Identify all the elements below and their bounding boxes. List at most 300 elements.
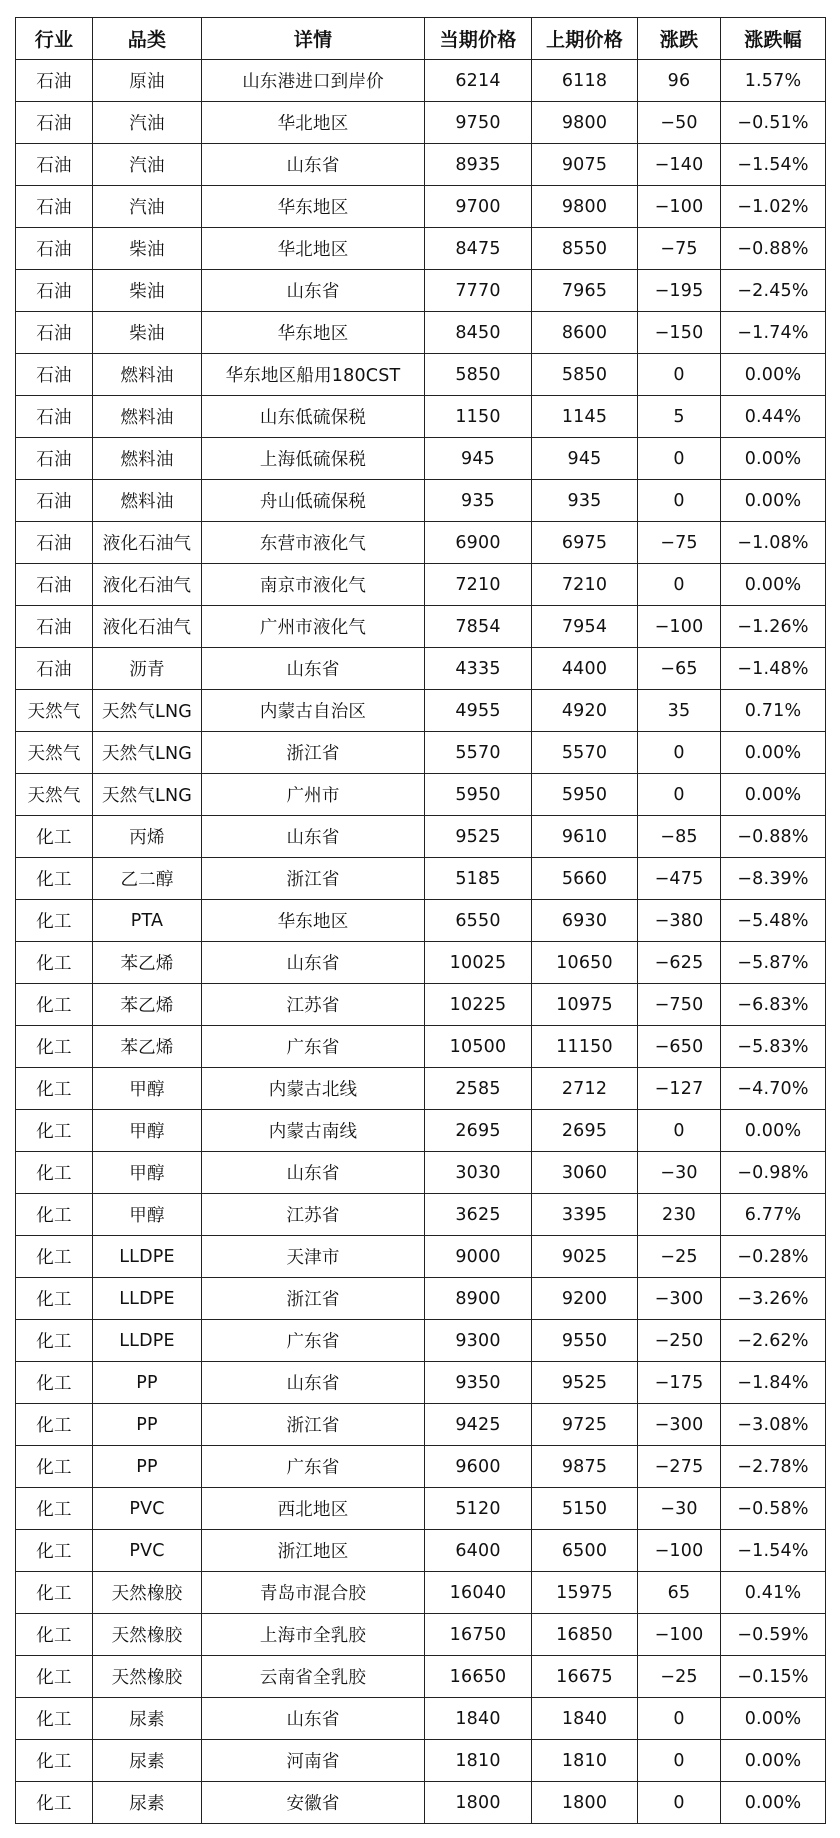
table-row — [16, 144, 826, 186]
cell-change: −275 — [638, 1446, 721, 1488]
cell-detail: 浙江省 — [202, 1278, 425, 1320]
cell-change: 0 — [638, 1740, 721, 1782]
cell-previous-price: 6500 — [532, 1530, 638, 1572]
cell-change: −300 — [638, 1278, 721, 1320]
cell-change-percent: −3.26% — [721, 1278, 826, 1320]
table-row — [16, 438, 826, 480]
cell-previous-price: 9725 — [532, 1404, 638, 1446]
cell-previous-price: 4400 — [532, 648, 638, 690]
cell-previous-price: 3060 — [532, 1152, 638, 1194]
cell-category: 燃料油 — [93, 396, 202, 438]
table-row — [16, 522, 826, 564]
cell-category: 苯乙烯 — [93, 942, 202, 984]
cell-change-percent: −5.48% — [721, 900, 826, 942]
table-header-row — [16, 18, 826, 60]
cell-industry: 化工 — [16, 984, 93, 1026]
cell-previous-price: 1145 — [532, 396, 638, 438]
cell-detail: 华东地区 — [202, 312, 425, 354]
cell-change-percent: −0.59% — [721, 1614, 826, 1656]
cell-previous-price: 16675 — [532, 1656, 638, 1698]
cell-change-percent: −1.02% — [721, 186, 826, 228]
table-row — [16, 774, 826, 816]
table-row — [16, 606, 826, 648]
cell-change: 0 — [638, 564, 721, 606]
cell-category: 甲醇 — [93, 1194, 202, 1236]
cell-change-percent: −0.28% — [721, 1236, 826, 1278]
cell-detail: 山东省 — [202, 1152, 425, 1194]
cell-previous-price: 9200 — [532, 1278, 638, 1320]
cell-change-percent: −8.39% — [721, 858, 826, 900]
cell-category: 尿素 — [93, 1698, 202, 1740]
cell-detail: 山东省 — [202, 144, 425, 186]
cell-detail: 广东省 — [202, 1026, 425, 1068]
cell-current-price: 7210 — [425, 564, 532, 606]
cell-current-price: 3625 — [425, 1194, 532, 1236]
cell-change-percent: −1.26% — [721, 606, 826, 648]
cell-previous-price: 6118 — [532, 60, 638, 102]
cell-current-price: 4955 — [425, 690, 532, 732]
cell-change: 96 — [638, 60, 721, 102]
table-body — [16, 60, 826, 1824]
cell-previous-price: 16850 — [532, 1614, 638, 1656]
cell-change-percent: −1.08% — [721, 522, 826, 564]
cell-detail: 广州市 — [202, 774, 425, 816]
table-row — [16, 60, 826, 102]
cell-current-price: 1840 — [425, 1698, 532, 1740]
cell-category: 甲醇 — [93, 1110, 202, 1152]
cell-current-price: 7770 — [425, 270, 532, 312]
cell-detail: 山东省 — [202, 648, 425, 690]
cell-change-percent: 0.00% — [721, 480, 826, 522]
cell-previous-price: 5850 — [532, 354, 638, 396]
table-row — [16, 1110, 826, 1152]
cell-industry: 化工 — [16, 1614, 93, 1656]
cell-previous-price: 8600 — [532, 312, 638, 354]
cell-industry: 化工 — [16, 1236, 93, 1278]
table-row — [16, 186, 826, 228]
cell-industry: 化工 — [16, 1026, 93, 1068]
cell-previous-price: 7954 — [532, 606, 638, 648]
cell-current-price: 16040 — [425, 1572, 532, 1614]
cell-previous-price: 4920 — [532, 690, 638, 732]
cell-current-price: 6214 — [425, 60, 532, 102]
cell-current-price: 6900 — [425, 522, 532, 564]
table-row — [16, 354, 826, 396]
cell-category: 液化石油气 — [93, 606, 202, 648]
cell-change-percent: −2.78% — [721, 1446, 826, 1488]
cell-category: 汽油 — [93, 186, 202, 228]
cell-previous-price: 9075 — [532, 144, 638, 186]
cell-industry: 化工 — [16, 1572, 93, 1614]
cell-previous-price: 9025 — [532, 1236, 638, 1278]
cell-change-percent: 0.00% — [721, 564, 826, 606]
cell-detail: 广东省 — [202, 1320, 425, 1362]
cell-category: 甲醇 — [93, 1152, 202, 1194]
cell-category: 天然橡胶 — [93, 1614, 202, 1656]
cell-category: 乙二醇 — [93, 858, 202, 900]
cell-industry: 化工 — [16, 1782, 93, 1824]
table-row — [16, 1194, 826, 1236]
cell-category: 尿素 — [93, 1782, 202, 1824]
table-row — [16, 1656, 826, 1698]
cell-category: LLDPE — [93, 1236, 202, 1278]
cell-category: 苯乙烯 — [93, 1026, 202, 1068]
cell-previous-price: 9550 — [532, 1320, 638, 1362]
cell-industry: 化工 — [16, 858, 93, 900]
cell-industry: 石油 — [16, 228, 93, 270]
cell-change-percent: −6.83% — [721, 984, 826, 1026]
cell-category: 丙烯 — [93, 816, 202, 858]
cell-current-price: 9000 — [425, 1236, 532, 1278]
cell-previous-price: 10975 — [532, 984, 638, 1026]
table-row — [16, 1320, 826, 1362]
cell-change-percent: 0.41% — [721, 1572, 826, 1614]
cell-previous-price: 15975 — [532, 1572, 638, 1614]
cell-change: −650 — [638, 1026, 721, 1068]
table-row — [16, 312, 826, 354]
cell-change: −50 — [638, 102, 721, 144]
cell-change-percent: 0.00% — [721, 1782, 826, 1824]
cell-change: 0 — [638, 732, 721, 774]
cell-change-percent: 0.00% — [721, 1740, 826, 1782]
cell-change: −100 — [638, 186, 721, 228]
cell-current-price: 10500 — [425, 1026, 532, 1068]
cell-current-price: 2585 — [425, 1068, 532, 1110]
table-row — [16, 900, 826, 942]
cell-change: −25 — [638, 1656, 721, 1698]
cell-current-price: 5950 — [425, 774, 532, 816]
cell-detail: 江苏省 — [202, 1194, 425, 1236]
cell-change: 0 — [638, 354, 721, 396]
cell-category: 天然橡胶 — [93, 1572, 202, 1614]
cell-detail: 浙江省 — [202, 1404, 425, 1446]
cell-current-price: 10225 — [425, 984, 532, 1026]
cell-change: 0 — [638, 438, 721, 480]
cell-change-percent: 0.00% — [721, 732, 826, 774]
cell-industry: 石油 — [16, 144, 93, 186]
table-row — [16, 1026, 826, 1068]
cell-industry: 化工 — [16, 816, 93, 858]
cell-change: −75 — [638, 522, 721, 564]
cell-current-price: 9300 — [425, 1320, 532, 1362]
cell-previous-price: 11150 — [532, 1026, 638, 1068]
cell-industry: 化工 — [16, 1320, 93, 1362]
cell-change: −127 — [638, 1068, 721, 1110]
cell-detail: 山东省 — [202, 942, 425, 984]
cell-change-percent: −4.70% — [721, 1068, 826, 1110]
cell-category: PP — [93, 1362, 202, 1404]
cell-category: 柴油 — [93, 228, 202, 270]
cell-detail: 山东省 — [202, 270, 425, 312]
table-row — [16, 1446, 826, 1488]
cell-previous-price: 10650 — [532, 942, 638, 984]
cell-category: 燃料油 — [93, 354, 202, 396]
cell-current-price: 5570 — [425, 732, 532, 774]
cell-detail: 浙江省 — [202, 732, 425, 774]
cell-previous-price: 1840 — [532, 1698, 638, 1740]
cell-category: 天然气LNG — [93, 690, 202, 732]
cell-industry: 石油 — [16, 606, 93, 648]
cell-detail: 天津市 — [202, 1236, 425, 1278]
table-row — [16, 984, 826, 1026]
cell-change-percent: −0.88% — [721, 228, 826, 270]
cell-industry: 石油 — [16, 270, 93, 312]
cell-change: −30 — [638, 1152, 721, 1194]
cell-current-price: 7854 — [425, 606, 532, 648]
cell-industry: 化工 — [16, 1152, 93, 1194]
cell-change-percent: −0.51% — [721, 102, 826, 144]
header-previous-price: 上期价格 — [532, 18, 638, 60]
cell-current-price: 8450 — [425, 312, 532, 354]
cell-category: 原油 — [93, 60, 202, 102]
cell-detail: 浙江省 — [202, 858, 425, 900]
cell-industry: 化工 — [16, 1362, 93, 1404]
cell-category: 液化石油气 — [93, 564, 202, 606]
cell-category: 天然气LNG — [93, 732, 202, 774]
table-row — [16, 1782, 826, 1824]
cell-previous-price: 9610 — [532, 816, 638, 858]
cell-detail: 上海市全乳胶 — [202, 1614, 425, 1656]
cell-change: −100 — [638, 606, 721, 648]
cell-detail: 上海低硫保税 — [202, 438, 425, 480]
cell-category: 天然橡胶 — [93, 1656, 202, 1698]
cell-change: −30 — [638, 1488, 721, 1530]
cell-previous-price: 7210 — [532, 564, 638, 606]
table-row — [16, 1572, 826, 1614]
cell-previous-price: 2695 — [532, 1110, 638, 1152]
cell-current-price: 9700 — [425, 186, 532, 228]
cell-previous-price: 7965 — [532, 270, 638, 312]
cell-previous-price: 945 — [532, 438, 638, 480]
cell-detail: 广东省 — [202, 1446, 425, 1488]
cell-detail: 华东地区船用180CST — [202, 354, 425, 396]
cell-change-percent: −1.54% — [721, 144, 826, 186]
header-detail: 详情 — [202, 18, 425, 60]
cell-previous-price: 5950 — [532, 774, 638, 816]
table-row — [16, 1614, 826, 1656]
cell-current-price: 9350 — [425, 1362, 532, 1404]
cell-detail: 云南省全乳胶 — [202, 1656, 425, 1698]
cell-industry: 天然气 — [16, 690, 93, 732]
cell-change-percent: −1.54% — [721, 1530, 826, 1572]
cell-change-percent: 0.00% — [721, 1110, 826, 1152]
cell-current-price: 9425 — [425, 1404, 532, 1446]
cell-industry: 化工 — [16, 1278, 93, 1320]
cell-industry: 化工 — [16, 1530, 93, 1572]
cell-industry: 石油 — [16, 186, 93, 228]
cell-change-percent: −2.62% — [721, 1320, 826, 1362]
table-row — [16, 690, 826, 732]
cell-previous-price: 9525 — [532, 1362, 638, 1404]
cell-category: PVC — [93, 1488, 202, 1530]
cell-previous-price: 1800 — [532, 1782, 638, 1824]
cell-category: PVC — [93, 1530, 202, 1572]
cell-change: −75 — [638, 228, 721, 270]
cell-industry: 化工 — [16, 1068, 93, 1110]
cell-industry: 化工 — [16, 1404, 93, 1446]
cell-category: LLDPE — [93, 1320, 202, 1362]
cell-current-price: 9750 — [425, 102, 532, 144]
cell-detail: 东营市液化气 — [202, 522, 425, 564]
table-row — [16, 816, 826, 858]
table-row — [16, 1278, 826, 1320]
table-row — [16, 564, 826, 606]
cell-previous-price: 3395 — [532, 1194, 638, 1236]
cell-change: 0 — [638, 774, 721, 816]
cell-industry: 化工 — [16, 1194, 93, 1236]
cell-detail: 内蒙古南线 — [202, 1110, 425, 1152]
cell-category: 燃料油 — [93, 480, 202, 522]
cell-previous-price: 5150 — [532, 1488, 638, 1530]
cell-detail: 内蒙古北线 — [202, 1068, 425, 1110]
cell-industry: 石油 — [16, 438, 93, 480]
table-row — [16, 102, 826, 144]
table-row — [16, 1068, 826, 1110]
cell-detail: 华东地区 — [202, 186, 425, 228]
header-current-price: 当期价格 — [425, 18, 532, 60]
cell-change: 35 — [638, 690, 721, 732]
price-table — [15, 17, 826, 1824]
table-row — [16, 480, 826, 522]
cell-detail: 山东省 — [202, 1362, 425, 1404]
cell-change-percent: 0.00% — [721, 1698, 826, 1740]
cell-detail: 青岛市混合胶 — [202, 1572, 425, 1614]
cell-change: −175 — [638, 1362, 721, 1404]
cell-current-price: 16750 — [425, 1614, 532, 1656]
price-table-container — [15, 17, 826, 1824]
cell-change-percent: −1.74% — [721, 312, 826, 354]
table-row — [16, 270, 826, 312]
cell-current-price: 9600 — [425, 1446, 532, 1488]
cell-current-price: 8475 — [425, 228, 532, 270]
cell-industry: 石油 — [16, 522, 93, 564]
table-row — [16, 228, 826, 270]
header-change-percent: 涨跌幅 — [721, 18, 826, 60]
cell-industry: 石油 — [16, 354, 93, 396]
cell-change-percent: 0.00% — [721, 354, 826, 396]
cell-change: −140 — [638, 144, 721, 186]
cell-detail: 西北地区 — [202, 1488, 425, 1530]
table-row — [16, 648, 826, 690]
cell-category: 甲醇 — [93, 1068, 202, 1110]
cell-previous-price: 9800 — [532, 102, 638, 144]
cell-current-price: 16650 — [425, 1656, 532, 1698]
cell-industry: 石油 — [16, 60, 93, 102]
cell-detail: 江苏省 — [202, 984, 425, 1026]
cell-industry: 化工 — [16, 1488, 93, 1530]
cell-detail: 山东省 — [202, 816, 425, 858]
cell-category: PP — [93, 1404, 202, 1446]
cell-current-price: 6550 — [425, 900, 532, 942]
cell-change-percent: −0.15% — [721, 1656, 826, 1698]
cell-industry: 化工 — [16, 900, 93, 942]
cell-category: 柴油 — [93, 312, 202, 354]
cell-change: −380 — [638, 900, 721, 942]
cell-industry: 化工 — [16, 1110, 93, 1152]
cell-change: −85 — [638, 816, 721, 858]
table-row — [16, 732, 826, 774]
cell-change: 0 — [638, 1698, 721, 1740]
cell-category: 燃料油 — [93, 438, 202, 480]
cell-detail: 广州市液化气 — [202, 606, 425, 648]
cell-category: 汽油 — [93, 144, 202, 186]
table-row — [16, 1362, 826, 1404]
table-row — [16, 1152, 826, 1194]
header-category: 品类 — [93, 18, 202, 60]
cell-category: LLDPE — [93, 1278, 202, 1320]
cell-previous-price: 9800 — [532, 186, 638, 228]
cell-industry: 天然气 — [16, 774, 93, 816]
cell-category: PP — [93, 1446, 202, 1488]
cell-change: −300 — [638, 1404, 721, 1446]
cell-detail: 山东省 — [202, 1698, 425, 1740]
cell-current-price: 5185 — [425, 858, 532, 900]
cell-current-price: 945 — [425, 438, 532, 480]
cell-previous-price: 5570 — [532, 732, 638, 774]
cell-detail: 山东低硫保税 — [202, 396, 425, 438]
cell-category: 柴油 — [93, 270, 202, 312]
cell-category: 液化石油气 — [93, 522, 202, 564]
cell-industry: 化工 — [16, 1656, 93, 1698]
cell-change: −195 — [638, 270, 721, 312]
cell-current-price: 4335 — [425, 648, 532, 690]
cell-previous-price: 6930 — [532, 900, 638, 942]
cell-change: −150 — [638, 312, 721, 354]
cell-current-price: 3030 — [425, 1152, 532, 1194]
cell-current-price: 6400 — [425, 1530, 532, 1572]
cell-change: −65 — [638, 648, 721, 690]
cell-detail: 安徽省 — [202, 1782, 425, 1824]
cell-change-percent: −2.45% — [721, 270, 826, 312]
cell-previous-price: 5660 — [532, 858, 638, 900]
cell-change-percent: −1.48% — [721, 648, 826, 690]
cell-change: 65 — [638, 1572, 721, 1614]
cell-industry: 石油 — [16, 564, 93, 606]
cell-category: PTA — [93, 900, 202, 942]
table-row — [16, 396, 826, 438]
cell-detail: 山东港进口到岸价 — [202, 60, 425, 102]
cell-detail: 华北地区 — [202, 102, 425, 144]
cell-change-percent: 6.77% — [721, 1194, 826, 1236]
cell-industry: 化工 — [16, 1740, 93, 1782]
cell-previous-price: 935 — [532, 480, 638, 522]
cell-change: 0 — [638, 480, 721, 522]
header-industry: 行业 — [16, 18, 93, 60]
cell-current-price: 2695 — [425, 1110, 532, 1152]
table-row — [16, 1698, 826, 1740]
table-row — [16, 1236, 826, 1278]
cell-current-price: 935 — [425, 480, 532, 522]
cell-change-percent: 0.00% — [721, 438, 826, 480]
cell-industry: 石油 — [16, 102, 93, 144]
cell-current-price: 1810 — [425, 1740, 532, 1782]
cell-change-percent: 0.00% — [721, 774, 826, 816]
cell-previous-price: 6975 — [532, 522, 638, 564]
table-row — [16, 1530, 826, 1572]
cell-detail: 舟山低硫保税 — [202, 480, 425, 522]
cell-industry: 石油 — [16, 480, 93, 522]
cell-industry: 天然气 — [16, 732, 93, 774]
cell-change: −625 — [638, 942, 721, 984]
cell-change: 0 — [638, 1110, 721, 1152]
cell-category: 尿素 — [93, 1740, 202, 1782]
cell-industry: 化工 — [16, 1698, 93, 1740]
cell-detail: 浙江地区 — [202, 1530, 425, 1572]
cell-category: 苯乙烯 — [93, 984, 202, 1026]
cell-detail: 华东地区 — [202, 900, 425, 942]
cell-previous-price: 9875 — [532, 1446, 638, 1488]
cell-previous-price: 1810 — [532, 1740, 638, 1782]
